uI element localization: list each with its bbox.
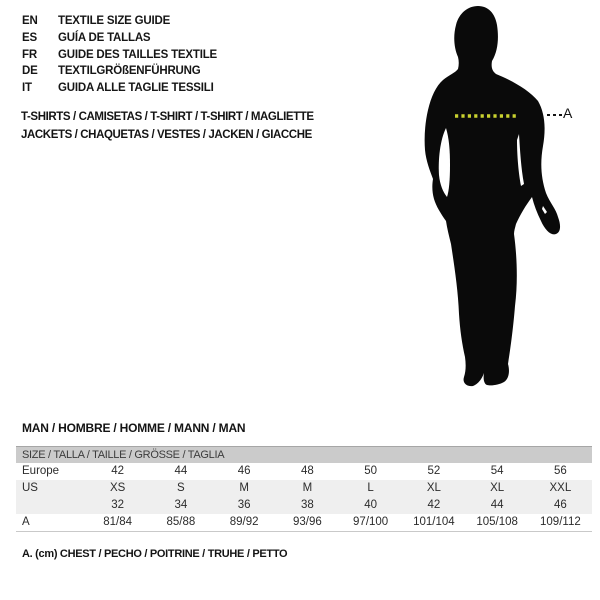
figure-silhouette [388, 0, 600, 410]
language-row [22, 63, 217, 80]
table-cell: 56 [553, 465, 567, 477]
table-row-a [16, 514, 592, 531]
table-cell: 54 [490, 465, 504, 477]
measure-label-a: A [563, 105, 573, 121]
table-cell: XXL [549, 482, 572, 494]
table-cell: M [239, 482, 249, 494]
man-silhouette [425, 6, 560, 386]
category-lines [21, 108, 314, 144]
language-name: GUIDA ALLE TAGLIE TESSILI [58, 82, 214, 95]
table-cell: 32 [111, 499, 125, 511]
table-cell: 93/96 [292, 516, 322, 528]
man-silhouette-svg [388, 0, 600, 410]
language-row [22, 30, 217, 47]
table-cell: 40 [364, 499, 378, 511]
table-cell: 89/92 [229, 516, 259, 528]
category-line-tshirts: T-SHIRTS / CAMISETAS / T-SHIRT / T-SHIRT / MAGLIETTE [21, 111, 314, 123]
table-row-europe [16, 463, 592, 480]
table-row-us [16, 480, 592, 497]
row-label: A [22, 516, 30, 528]
table-cell: 42 [427, 499, 441, 511]
language-row [22, 47, 217, 64]
row-label: US [22, 482, 38, 494]
language-code: DE [22, 65, 38, 78]
table-cell: 50 [364, 465, 378, 477]
table-cell: 81/84 [103, 516, 133, 528]
language-name: GUIDE DES TAILLES TEXTILE [58, 48, 217, 61]
language-name: GUÍA DE TALLAS [58, 31, 151, 44]
size-table [16, 446, 592, 532]
table-cell: M [302, 482, 313, 494]
table-cell: 44 [174, 465, 188, 477]
table-cell: 101/104 [413, 516, 455, 528]
language-name: TEXTILE SIZE GUIDE [58, 15, 171, 27]
table-cell: 105/108 [476, 516, 518, 528]
table-cell: 36 [237, 499, 251, 511]
table-cell: 97/100 [353, 516, 389, 528]
table-row-numeric [16, 497, 592, 514]
table-cell: XS [109, 482, 126, 494]
table-cell: 46 [553, 499, 567, 511]
table-cell: XL [490, 482, 505, 494]
size-table-header: SIZE / TALLA / TAILLE / GRÖSSE / TAGLIA [16, 446, 592, 463]
language-code: FR [22, 48, 37, 61]
language-code: EN [22, 15, 38, 27]
table-cell: 46 [237, 465, 251, 477]
language-code: IT [22, 82, 32, 95]
language-list [22, 13, 217, 97]
footnote-chest: A. (cm) CHEST / PECHO / POITRINE / TRUHE / PETTO [22, 548, 288, 560]
row-label: Europe [22, 465, 60, 477]
section-title-man: MAN / HOMBRE / HOMME / MANN / MAN [22, 421, 246, 435]
language-code: ES [22, 31, 37, 44]
table-cell: 38 [300, 499, 314, 511]
language-row [22, 80, 217, 97]
category-line-jackets: JACKETS / CHAQUETAS / VESTES / JACKEN / GIACCHE [21, 129, 312, 141]
table-cell: S [177, 482, 185, 494]
table-cell: 85/88 [166, 516, 196, 528]
table-cell: 48 [300, 465, 314, 477]
table-cell: 34 [174, 499, 188, 511]
language-name: TEXTILGRÖßENFÜHRUNG [58, 65, 201, 78]
table-cell: 52 [427, 465, 441, 477]
table-cell: L [367, 482, 374, 494]
table-cell: 44 [490, 499, 504, 511]
row-label [16, 497, 86, 514]
table-cell: 109/112 [540, 516, 581, 528]
table-cell: 42 [111, 465, 125, 477]
language-row [22, 13, 217, 30]
table-cell: XL [426, 482, 441, 494]
